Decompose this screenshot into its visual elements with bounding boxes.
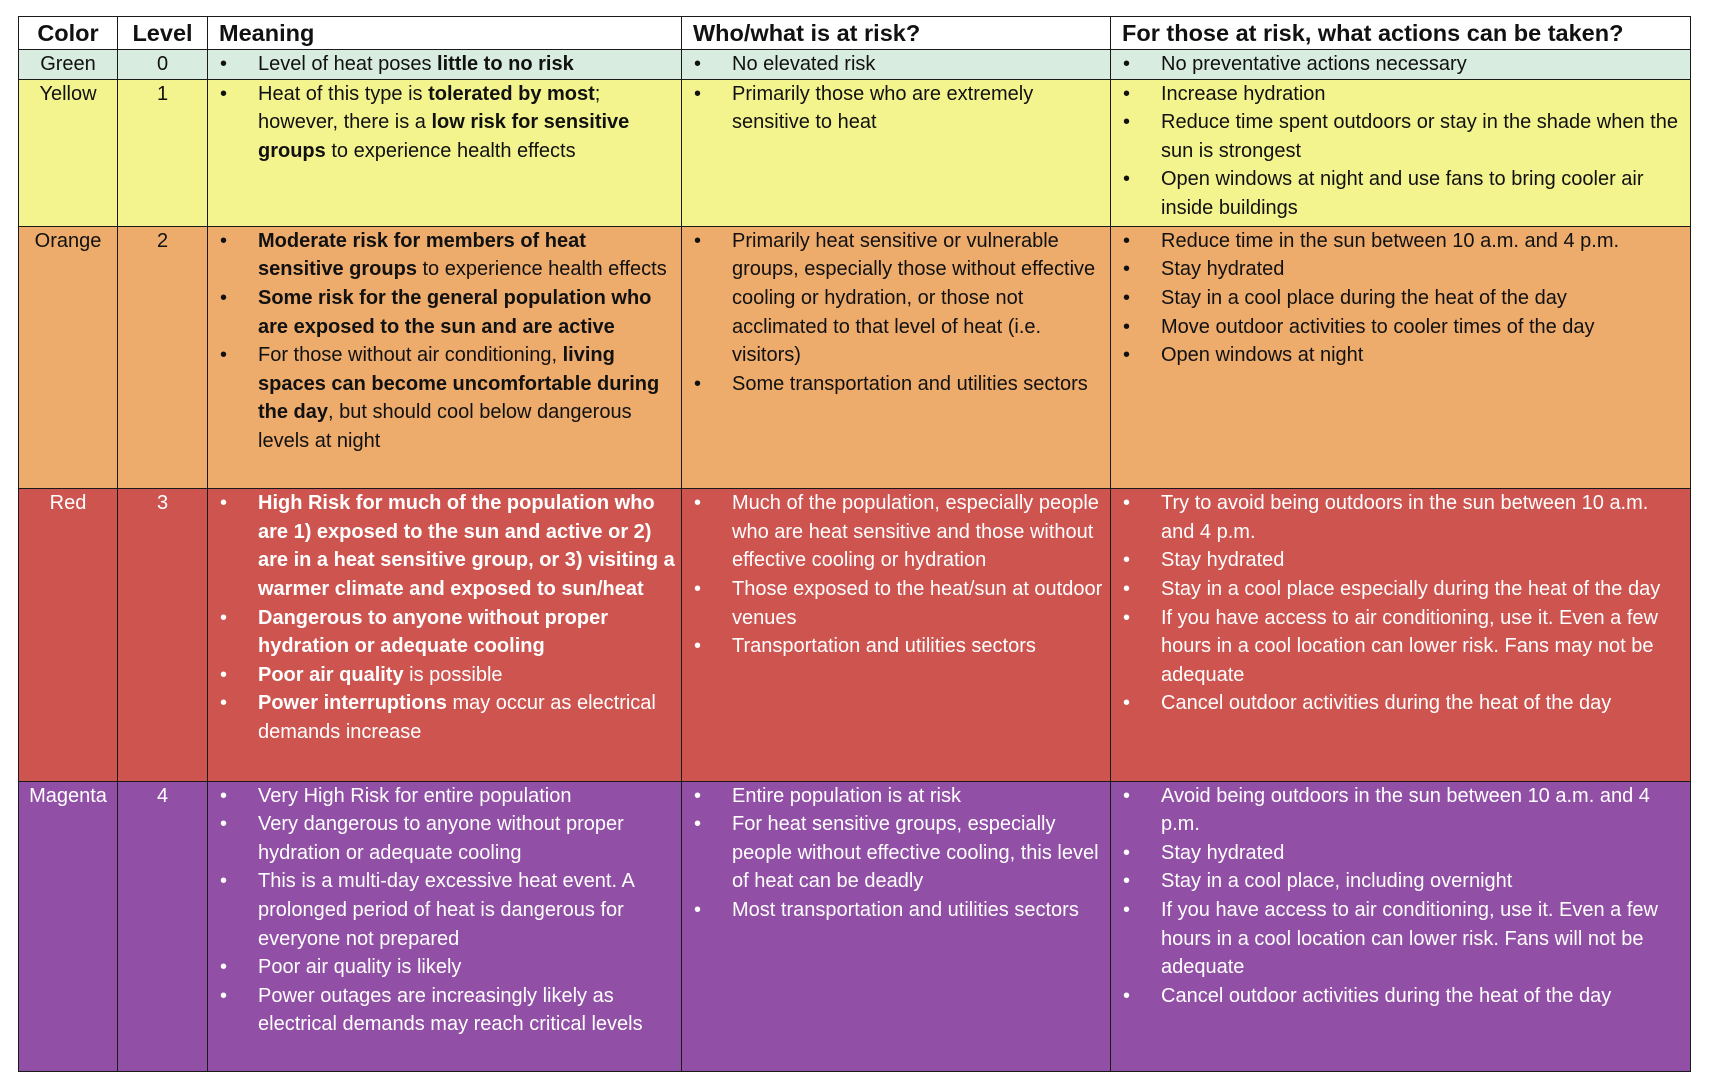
bullet-item [690,80,1104,137]
actions-list [1119,80,1684,223]
heat-risk-table [18,16,1691,1072]
bullet-text: to experience health effects [325,139,576,162]
level-cell: 1 [118,79,208,226]
color-cell: Green [19,50,118,80]
color-cell: Red [19,489,118,781]
meaning-cell [208,226,682,488]
bullet-text: High Risk for much of the population who are 1) exposed to the sun and active or 2) are in a heat sensitive group, or 3) visiting a warmer climate and exposed to sun/heat [258,492,675,600]
bullet-item [690,227,1104,370]
bullet-item [690,50,1104,79]
bullet-text: If you have access to air conditioning, use it. Even a few hours in a cool location can lower risk. Fans will not be adequate [1161,898,1658,979]
bullet-item [216,227,675,284]
bullet-item [690,489,1104,575]
level-cell: 2 [118,226,208,488]
bullet-text: Poor air quality is likely [258,956,462,979]
header-level: Level [118,17,208,50]
bullet-item [216,782,675,811]
bullet-text: Very High Risk for entire population [258,784,572,807]
bullet-item [1119,604,1684,690]
bullet-item [216,341,675,455]
meaning-list [216,782,675,1039]
actions-cell [1111,489,1691,781]
bullet-item [216,810,675,867]
bullet-text: Stay hydrated [1161,258,1285,281]
table-row-magenta [19,781,1691,1071]
bullet-text: This is a multi-day excessive heat event. A prolonged period of heat is dangerous for everyone not prepared [258,870,634,950]
bullet-item [1119,50,1684,79]
bullet-text: Some risk for the general population who are exposed to the sun and are active [258,287,652,338]
bullet-text: Poor air quality [258,663,404,686]
bullet-text: Much of the population, especially people who are heat sensitive and those without effective cooling or hydration [732,492,1099,572]
bullet-text: Power interruptions [258,692,447,715]
bullet-text: living spaces can become uncomfortable during the day [258,344,660,424]
bullet-item [216,982,675,1039]
bullet-item [1119,839,1684,868]
bullet-item [216,661,675,690]
bullet-text: Transportation and utilities sectors [732,635,1036,658]
meaning-cell [208,781,682,1071]
bullet-item [1119,284,1684,313]
bullet-text: Very dangerous to anyone without proper hydration or adequate cooling [258,813,624,864]
bullet-text: Avoid being outdoors in the sun between 10 a.m. and 4 p.m. [1161,784,1650,836]
bullet-item [690,370,1104,399]
meaning-list [216,80,675,166]
level-cell: 0 [118,50,208,80]
level-cell: 3 [118,489,208,781]
bullet-text: Reduce time spent outdoors or stay in the shade when the sun is strongest [1161,111,1678,162]
risk-cell [682,781,1111,1071]
actions-list [1119,50,1684,79]
header-row [19,17,1691,50]
bullet-text: Heat of this type is [258,82,429,105]
header-actions: For those at risk, what actions can be taken? [1111,17,1691,50]
bullet-item [1119,255,1684,284]
bullet-item [1119,108,1684,165]
bullet-text: No preventative actions necessary [1161,53,1467,75]
bullet-item [1119,341,1684,370]
meaning-list [216,227,675,456]
risk-cell [682,79,1111,226]
bullet-item [1119,896,1684,982]
actions-list [1119,489,1684,718]
header-risk: Who/what is at risk? [682,17,1111,50]
bullet-text: Open windows at night [1161,344,1364,367]
meaning-list [216,489,675,746]
bullet-text: No elevated risk [732,53,876,75]
bullet-text: Level of heat poses [258,53,438,75]
bullet-text: ; however, there is a [258,82,601,134]
bullet-text: Dangerous to anyone without proper hydration or adequate cooling [258,606,609,658]
bullet-text: may occur as electrical demands increase [258,692,656,743]
risk-list [690,782,1104,925]
risk-cell [682,226,1111,488]
actions-list [1119,782,1684,1011]
bullet-item [216,50,675,79]
bullet-item [1119,165,1684,222]
risk-list [690,489,1104,661]
bullet-text: Increase hydration [1161,82,1326,105]
header-color: Color [19,17,118,50]
risk-list [690,80,1104,137]
bullet-text: Open windows at night and use fans to bring cooler air inside buildings [1161,168,1644,219]
bullet-text: Move outdoor activities to cooler times of the day [1161,315,1595,338]
color-cell: Magenta [19,781,118,1071]
level-cell: 4 [118,781,208,1071]
bullet-item [216,689,675,746]
actions-list [1119,227,1684,370]
bullet-text: little to no risk [437,53,574,75]
bullet-text: Reduce time in the sun between 10 a.m. and 4 p.m. [1161,229,1620,252]
bullet-item [1119,982,1684,1011]
bullet-item [1119,575,1684,604]
bullet-item [216,80,675,166]
bullet-item [216,953,675,982]
bullet-item [1119,782,1684,839]
actions-cell [1111,781,1691,1071]
bullet-item [690,810,1104,896]
bullet-text: Cancel outdoor activities during the heat of the day [1161,984,1612,1007]
table-row-green [19,50,1691,80]
actions-cell [1111,50,1691,80]
risk-cell [682,489,1111,781]
bullet-item [690,632,1104,661]
bullet-item [1119,867,1684,896]
color-cell: Yellow [19,79,118,226]
bullet-text: If you have access to air conditioning, use it. Even a few hours in a cool location can lower risk. Fans may not be adequate [1161,606,1658,686]
bullet-text: Entire population is at risk [732,784,962,807]
bullet-text: Stay in a cool place, including overnight [1161,870,1513,893]
bullet-item [216,867,675,953]
table-row-yellow [19,79,1691,226]
bullet-item [1119,546,1684,575]
bullet-item [216,604,675,661]
color-cell: Orange [19,226,118,488]
bullet-item [690,782,1104,811]
bullet-item [690,575,1104,632]
bullet-text: to experience health effects [416,258,667,281]
bullet-text: Some transportation and utilities sectors [732,372,1088,395]
bullet-text: Stay hydrated [1161,841,1285,864]
bullet-text: For heat sensitive groups, especially people without effective cooling, this level of heat can be deadly [732,813,1099,893]
table-row-red [19,489,1691,781]
bullet-item [1119,313,1684,342]
bullet-text: For those without air conditioning, [258,344,563,367]
bullet-text: Most transportation and utilities sectors [732,898,1079,921]
bullet-item [1119,227,1684,256]
table-row-orange [19,226,1691,488]
bullet-text: Try to avoid being outdoors in the sun between 10 a.m. and 4 p.m. [1161,492,1649,543]
bullet-text: Stay in a cool place especially during the heat of the day [1161,577,1661,600]
bullet-item [1119,489,1684,546]
bullet-text: tolerated by most [428,82,595,105]
meaning-cell [208,79,682,226]
bullet-text: low risk for sensitive groups [258,111,630,162]
meaning-cell [208,489,682,781]
bullet-item [1119,689,1684,718]
actions-cell [1111,79,1691,226]
bullet-text: Power outages are increasingly likely as electrical demands may reach critical levels [258,984,643,1036]
meaning-cell [208,50,682,80]
bullet-item [1119,80,1684,109]
bullet-text: is possible [403,663,503,686]
risk-list [690,227,1104,399]
bullet-text: Those exposed to the heat/sun at outdoor venues [732,577,1103,629]
bullet-text: Stay hydrated [1161,549,1285,572]
bullet-text: Primarily those who are extremely sensitive to heat [732,82,1034,134]
bullet-text: Moderate risk for members of heat sensitive groups [258,229,586,281]
bullet-text: Primarily heat sensitive or vulnerable groups, especially those without effective cooling or hydration, or those not acclimated to that level of heat (i.e. visitors) [732,229,1096,367]
meaning-list [216,50,675,79]
bullet-text: , but should cool below dangerous levels at night [258,401,632,452]
bullet-item [690,896,1104,925]
risk-list [690,50,1104,79]
risk-cell [682,50,1111,80]
header-meaning: Meaning [208,17,682,50]
bullet-item [216,489,675,603]
bullet-item [216,284,675,341]
bullet-text: Stay in a cool place during the heat of the day [1161,287,1567,309]
actions-cell [1111,226,1691,488]
bullet-text: Cancel outdoor activities during the heat of the day [1161,692,1612,715]
